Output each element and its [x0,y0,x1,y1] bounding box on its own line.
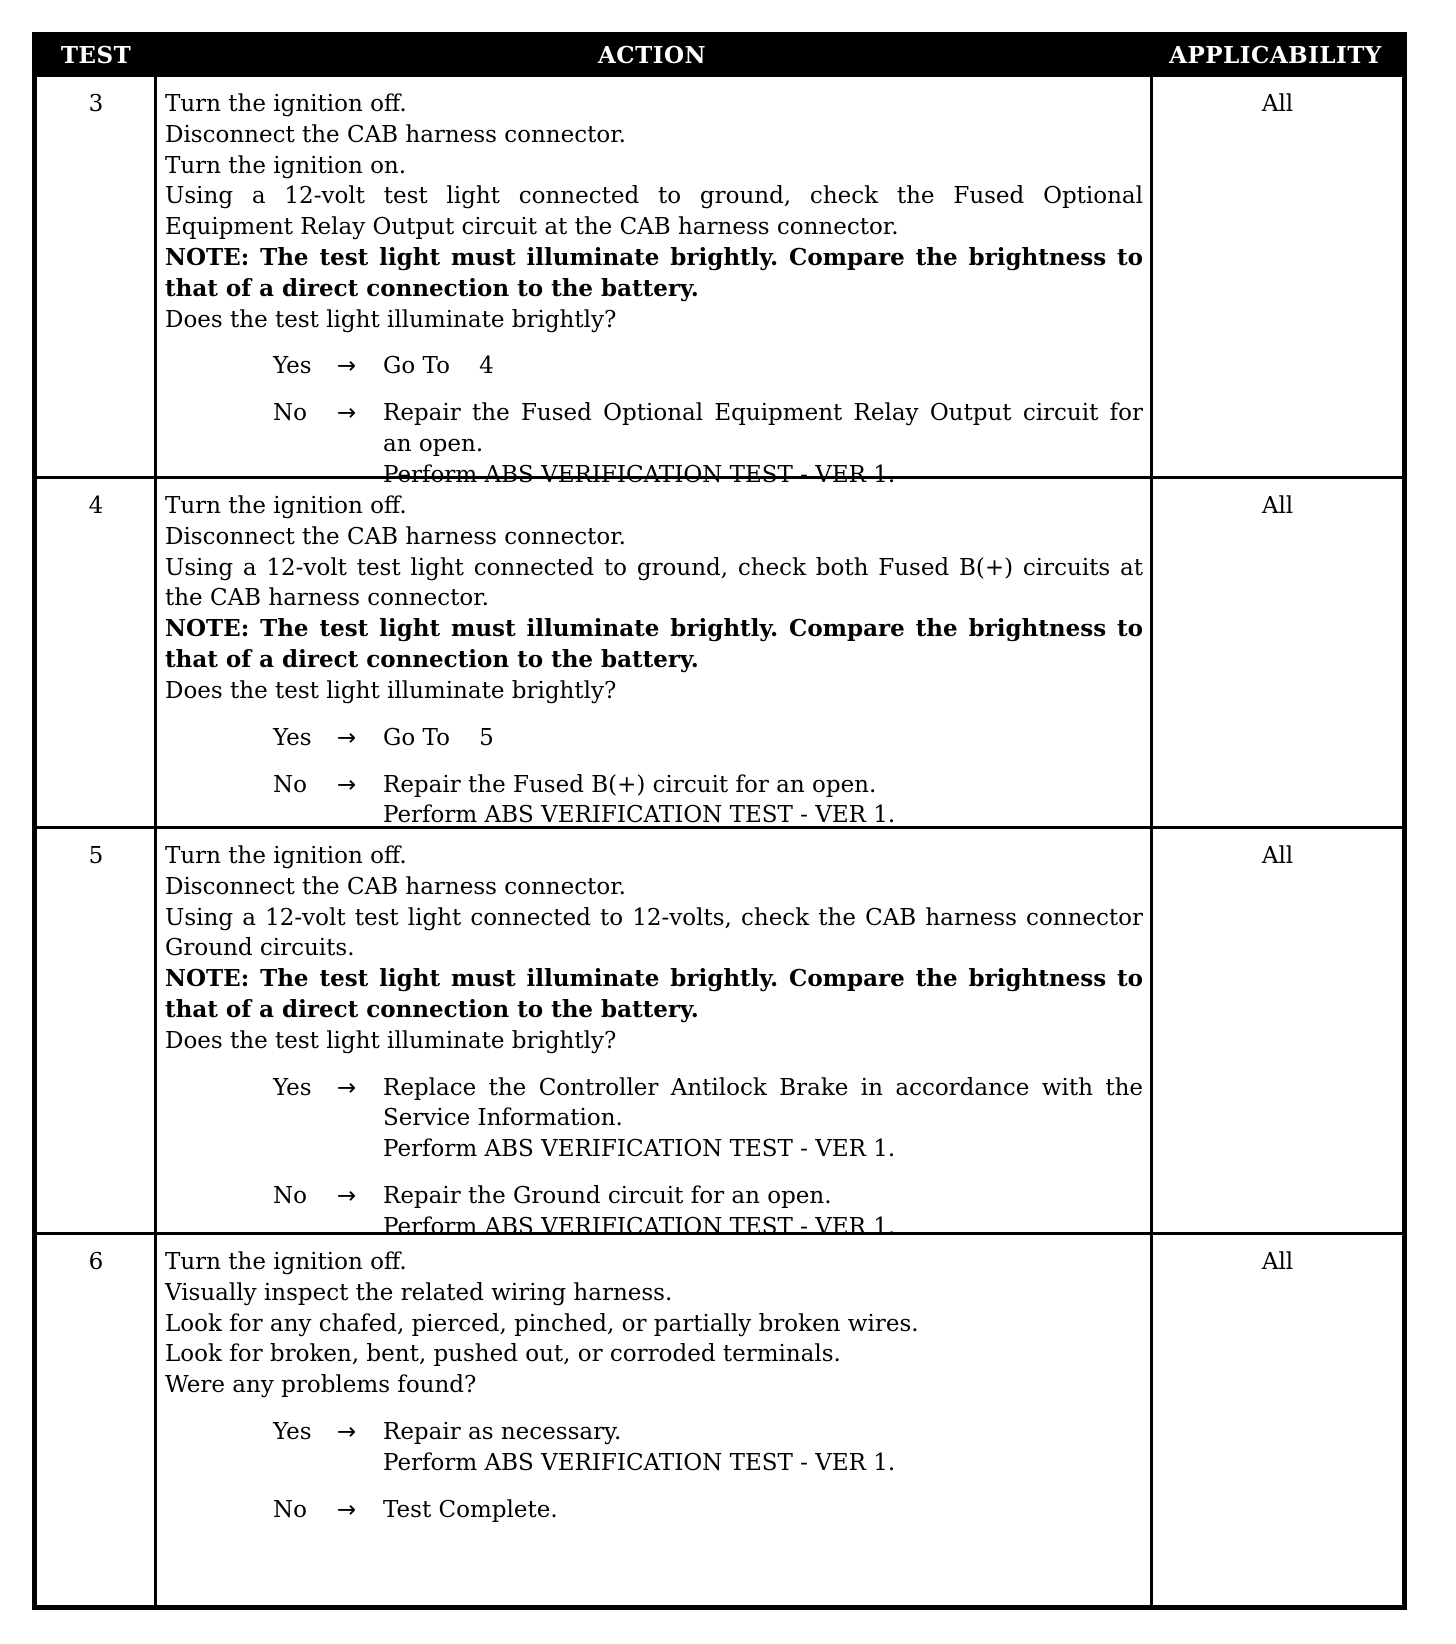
step-text: Turn the ignition off. [165,843,407,869]
yes-option [165,351,1143,382]
arrow-right-icon: → [337,1496,357,1523]
no-label: No [273,400,307,427]
arrow-right-icon: → [337,1182,357,1209]
question-text: Does the test light illuminate brightly? [165,677,617,704]
applicability-value: All [1261,91,1294,117]
step-text: Look for any chafed, pierced, pinched, or partially broken wires. [165,1310,919,1337]
yes-label: Yes [273,1074,312,1101]
step-text: Turn the ignition off. [165,1249,407,1275]
step-text: Turn the ignition off. [165,91,407,117]
arrow-right-icon: → [337,724,357,751]
table-row [37,829,1402,1240]
note-text: NOTE: The test light must illuminate brightly. Compare the brightness to that of a direct connection to the battery. [165,243,1143,302]
step-text: Turn the ignition on. [165,152,407,179]
arrow-right-icon: → [337,400,357,427]
applicability-value: All [1261,493,1294,519]
no-label: No [273,771,307,798]
note-text: NOTE: The test light must illuminate brightly. Compare the brightness to that of a direct connection to the battery. [165,615,1143,673]
table-row [37,479,1402,829]
header-action: ACTION [597,42,707,69]
table-header [37,37,1402,77]
step-text: Look for broken, bent, pushed out, or corroded terminals. [165,1341,841,1368]
yes-option [165,723,1143,754]
action-cell [165,1247,1143,1526]
check-text: Using a 12-volt test light connected to 12-volts, check the CAB harness connector Ground circuits. [165,904,1143,962]
action-cell [165,841,1143,1243]
question-text: Were any problems found? [165,1372,477,1399]
yes-label: Yes [273,724,312,751]
step-text: Disconnect the CAB harness connector. [165,121,626,148]
table-row [37,1235,1402,1605]
step-text: Disconnect the CAB harness connector. [165,873,626,900]
arrow-right-icon: → [337,353,357,380]
yes-result: Go To 5 [383,724,494,751]
step-text: Visually inspect the related wiring harness. [165,1279,673,1306]
header-test: TEST [60,42,132,69]
yes-result: Go To 4 [383,353,494,380]
no-result: Repair the Fused Optional Equipment Relay Output circuit for an open. Perform ABS VERIFICATION TEST - VER 1. [383,400,1143,488]
diagnostic-table [32,32,1407,1610]
action-cell [165,491,1143,831]
yes-result: Replace the Controller Antilock Brake in accordance with the Service Information. Perform ABS VERIFICATION TEST - VER 1. [383,1074,1143,1163]
question-text: Does the test light illuminate brightly? [165,306,617,333]
yes-option [165,1073,1143,1165]
table-row [37,77,1402,488]
arrow-right-icon: → [337,1074,357,1101]
question-text: Does the test light illuminate brightly? [165,1027,617,1054]
no-option [165,770,1143,832]
arrow-right-icon: → [337,1418,357,1445]
no-result: Repair the Ground circuit for an open. Perform ABS VERIFICATION TEST - VER 1. [383,1182,896,1240]
yes-result: Repair as necessary. Perform ABS VERIFICATION TEST - VER 1. [383,1418,896,1476]
note-text: NOTE: The test light must illuminate brightly. Compare the brightness to that of a direct connection to the battery. [165,965,1143,1023]
step-text: Disconnect the CAB harness connector. [165,523,626,550]
applicability-value: All [1261,843,1294,869]
test-number: 4 [88,493,104,519]
yes-option [165,1417,1143,1479]
action-cell [165,89,1143,491]
yes-label: Yes [273,353,312,380]
no-option [165,1181,1143,1243]
no-option [165,1495,1143,1526]
no-result: Test Complete. [383,1496,558,1523]
check-text: Using a 12-volt test light connected to ground, check both Fused B(+) circuits at the CAB harness connector. [165,554,1143,612]
test-number: 5 [88,843,104,869]
no-label: No [273,1496,307,1523]
no-option [165,398,1143,490]
test-number: 6 [88,1249,104,1275]
step-text: Turn the ignition off. [165,493,407,519]
arrow-right-icon: → [337,771,357,798]
yes-label: Yes [273,1418,312,1445]
applicability-value: All [1261,1249,1294,1275]
no-label: No [273,1182,307,1209]
header-applicability: APPLICABILITY [1169,42,1382,69]
check-text: Using a 12-volt test light connected to ground, check the Fused Optional Equipment Relay Output circuit at the CAB harness connector. [165,183,1143,241]
no-result: Repair the Fused B(+) circuit for an open. Perform ABS VERIFICATION TEST - VER 1. [383,771,896,829]
test-number: 3 [88,91,104,117]
